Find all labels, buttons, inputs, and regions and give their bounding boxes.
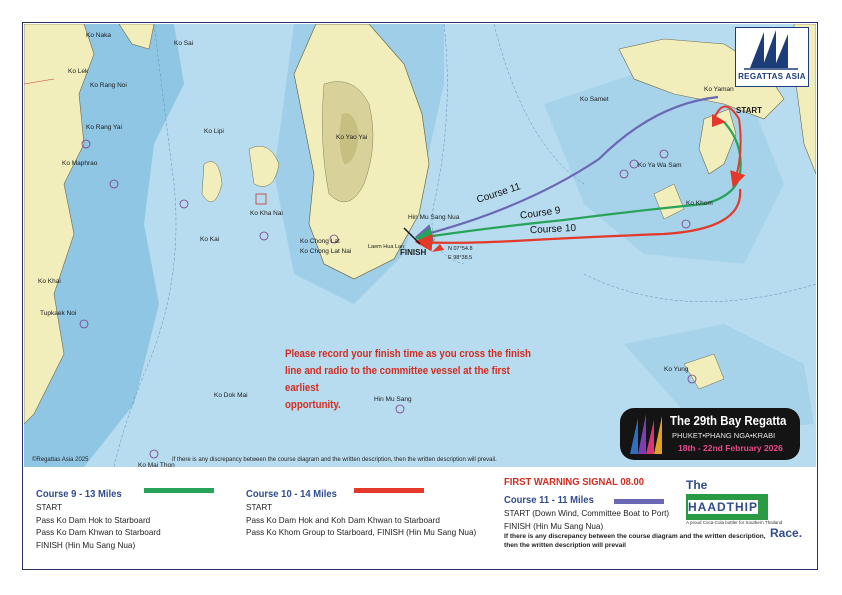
place-hin-mu-sang-nua: Hin Mu Sang Nua — [408, 214, 460, 221]
place-ko-naka: Ko Naka — [86, 32, 111, 39]
place-ko-mai-thon: Ko Mai Thon — [138, 462, 175, 467]
course-9-label: Course 9 — [519, 205, 562, 222]
place-ko-maphrao: Ko Maphrao — [62, 160, 98, 167]
place-ko-yao-yai: Ko Yao Yai — [336, 134, 368, 141]
place-ko-ya-wa-sam: Ko Ya Wa Sam — [638, 162, 682, 169]
haadthip-sponsor — [686, 474, 803, 544]
course-11-line-2: FINISH (Hin Mu Sang Nua) — [504, 521, 604, 531]
place-ko-yaman: Ko Yaman — [704, 86, 734, 93]
sails-icon — [624, 408, 674, 460]
finish-lon: E 98°38.5 — [448, 255, 473, 261]
course-10-swatch — [354, 488, 424, 493]
place-ko-rang-noi: Ko Rang Noi — [90, 82, 127, 89]
place-ko-samet: Ko Samet — [580, 96, 609, 103]
course-10-line-3: Pass Ko Khom Group to Starboard, FINISH (Hin Mu Sang Nua) — [246, 528, 477, 537]
sponsor-the: The — [686, 478, 708, 492]
event-title: The 29th Bay Regatta — [670, 413, 787, 428]
logo-text: REGATTAS ASIA — [738, 72, 806, 81]
event-dates: 18th - 22nd February 2026 — [678, 443, 783, 453]
course-9-line-2: Pass Ko Dam Hok to Starboard — [36, 515, 151, 525]
course-10-line-1: START — [246, 503, 273, 512]
course-9-line-3: Pass Ko Dam Khwan to Starboard — [36, 528, 161, 537]
course-9-line-4: FINISH (Hin Mu Sang Nua) — [36, 540, 136, 550]
sponsor-tagline: A proud Coca-Cola bottler for Southern Thailand — [686, 520, 783, 525]
course-legend — [24, 468, 803, 568]
event-locations: PHUKET•PHANG NGA•KRABI — [672, 431, 776, 440]
place-ko-yung: Ko Yung — [664, 366, 689, 373]
sponsor-race: Race. — [770, 526, 803, 540]
course-11-swatch — [614, 499, 664, 504]
course-9-line-1: START — [36, 503, 63, 512]
discrepancy-note-line-2: then the written description will prevail — [504, 541, 627, 549]
course-9-swatch — [144, 488, 214, 493]
place-hin-mu-sang: Hin Mu Sang — [374, 396, 412, 403]
finish-notice-line-2: line and radio to the committee vessel at the first earliest — [285, 365, 510, 394]
place-ko-chong-lat-nai: Ko Chong Lat Nai — [300, 248, 352, 255]
map-discrepancy-note: If there is any discrepancy between the course diagram and the written description, then the written description will prevail. — [172, 457, 497, 463]
place-ko-kha-nai: Ko Kha Nai — [250, 210, 283, 217]
first-warning-signal: FIRST WARNING SIGNAL 08.00 — [504, 476, 645, 488]
regattas-asia-logo — [735, 27, 809, 87]
discrepancy-note-line-1: If there is any discrepancy between the course diagram and the written description, — [504, 533, 766, 540]
course-11-line-1: START (Down Wind, Committee Boat to Port) — [504, 509, 670, 518]
copyright: ©Regattas Asia 2025 — [32, 457, 89, 463]
place-ko-lek: Ko Lek — [68, 68, 89, 75]
course-9-title: Course 9 - 13 Miles — [36, 488, 122, 500]
nautical-chart[interactable] — [24, 24, 816, 467]
course-9-block — [36, 484, 161, 552]
place-ko-khai: Ko Khai — [38, 278, 61, 285]
sponsor-name: HAADTHIP — [688, 500, 758, 514]
course-11-title: Course 11 - 11 Miles — [504, 494, 594, 506]
course-10-label: Course 10 — [529, 222, 577, 237]
place-ko-lipi: Ko Lipi — [204, 128, 224, 135]
sail-logo-icon — [736, 28, 808, 72]
place-ko-rang-yai: Ko Rang Yai — [86, 124, 122, 131]
place-ko-chong-lat: Ko Chong Lat — [300, 238, 340, 245]
place-ko-sai: Ko Sai — [174, 40, 194, 47]
finish-notice-line-1: Please record your finish time as you cross the finish — [285, 348, 531, 360]
place-ko-khom: Ko Khom — [686, 200, 713, 207]
course-11-label: Course 11 — [475, 181, 522, 206]
event-badge — [620, 408, 800, 460]
place-ko-kai: Ko Kai — [200, 236, 220, 243]
place-tupkaek-noi: Tupkaek Noi — [40, 310, 77, 317]
finish-notice-line-3: opportunity. — [285, 399, 341, 411]
place-laem-hua-lan: Laem Hua Lan — [368, 244, 405, 250]
place-ko-dok-mai: Ko Dok Mai — [214, 392, 248, 399]
finish-notice — [285, 346, 540, 414]
course-10-title: Course 10 - 14 Miles — [246, 488, 337, 500]
finish-label: FINISH — [400, 248, 427, 257]
start-label: START — [736, 106, 763, 115]
course-10-line-2: Pass Ko Dam Hok and Koh Dam Khwan to Starboard — [246, 515, 440, 525]
finish-lat: N 07°54.8 — [448, 246, 473, 252]
